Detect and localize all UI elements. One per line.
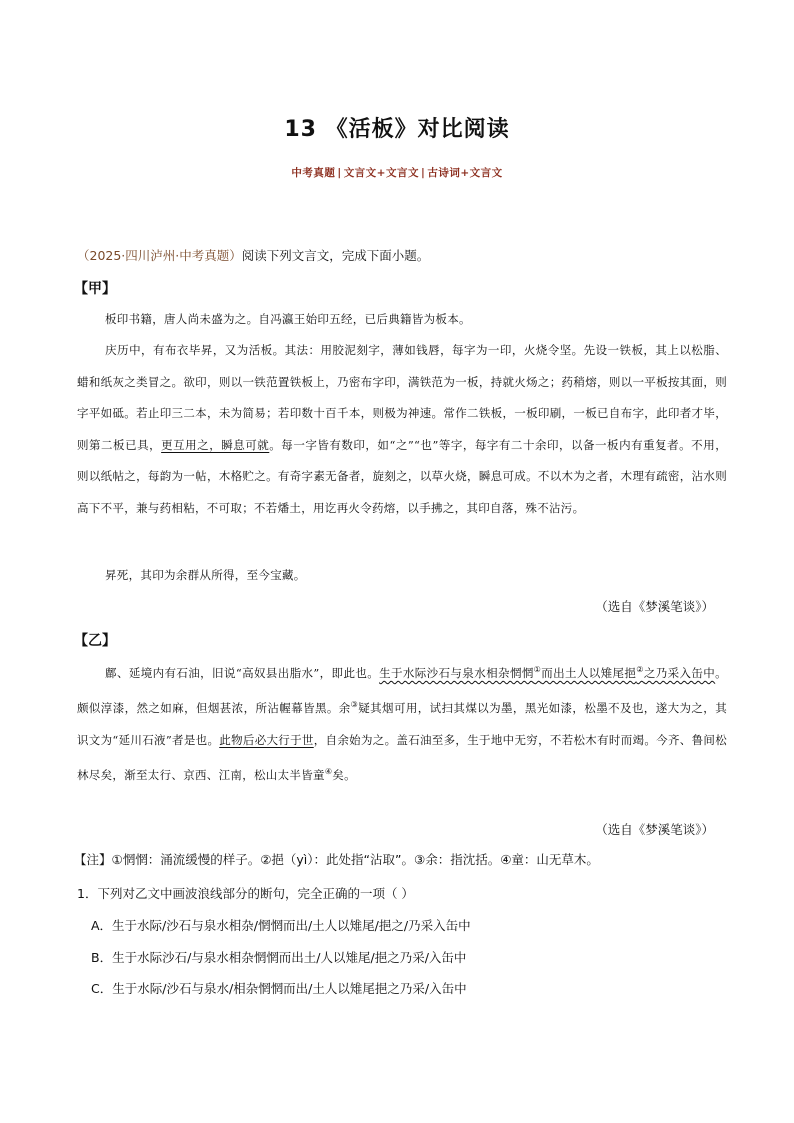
passage-b-text-4: ，自余始为之。盖石油至多，生于地中无穷，不若松木有时而竭。今齐、鲁间松林尽矣，渐至太行、京西、江南，松山太半皆童 bbox=[77, 732, 727, 782]
passage-a-p2-text-2: 。每一字皆有数印，如“之”“也”等字，每字有二十余印，以备一板内有重复者。不用，则以纸帖之，每韵为一帖，木格贮之。有奇字素无备者，旋刻之，以草火烧，瞬息可成。不以木为之者，木理有疏密，沾水则高下不平，兼与药相粘，不可取；不若燔土，用讫再火令药熔，以手拂之，其印自落，殊不沾污。 bbox=[77, 437, 728, 515]
source-citation: （2025·四川泸州·中考真题） bbox=[77, 248, 242, 263]
passage-b-paragraph bbox=[77, 654, 727, 791]
passage-a-source: （选自《梦溪笔谈》） bbox=[595, 599, 714, 614]
passage-b-heading: 【乙】 bbox=[74, 633, 116, 649]
question-stem: 1．下列对乙文中画波浪线部分的断句，完全正确的一项（ ） bbox=[77, 886, 414, 901]
question-intro bbox=[77, 246, 429, 264]
page-title: 13 《活板》对比阅读 bbox=[284, 117, 510, 142]
option-b: B．生于水际沙石/与泉水相杂惘惘而出土/人以雉尾/挹之乃采/入缶中 bbox=[91, 950, 467, 965]
underlined-sentence: 此物后必大行于世 bbox=[219, 732, 314, 747]
passage-b-wavy-1: 生于水际沙石与泉水相杂惘惘 bbox=[379, 665, 534, 680]
annotation-notes: 【注】①惘惘：涌流缓慢的样子。②挹（yì）：此处指“沾取”。③余：指沈括。④童：山无草木。 bbox=[74, 852, 599, 867]
passage-b-text-5: 矣。 bbox=[332, 767, 356, 782]
passage-b-wavy-2: 而出土人以雉尾挹 bbox=[541, 665, 637, 680]
passage-a-p2-text-1: 庆历中，有布衣毕昇，又为活板。其法：用胶泥刻字，薄如钱唇，每字为一印，火烧令坚。先设一铁板，其上以松脂、蜡和纸灰之类冒之。欲印，则以一铁范置铁板上，乃密布字印，满铁范为一板，持就火炀之；药稍熔，则以一平板按其面，则字平如砥。若止印三二本，未为简易；若印数十百千本，则极为神速。常作二铁板，一板印刷，一板已自布字，此印者才毕，则第二板已具， bbox=[77, 343, 727, 452]
intro-text: 阅读下列文言文，完成下面小题。 bbox=[241, 248, 430, 263]
underlined-phrase: 更互用之，瞬息可就 bbox=[161, 437, 270, 452]
passage-b-wavy-3: 之乃采入缶中 bbox=[643, 665, 716, 680]
option-c: C．生于水际/沙石与泉水/相杂惘惘而出/土人以雉尾挹之乃采/入缶中 bbox=[91, 981, 467, 996]
note-marker-2: ② bbox=[636, 665, 644, 674]
note-marker-3: ③ bbox=[350, 700, 359, 710]
passage-b-source: （选自《梦溪笔谈》） bbox=[595, 822, 714, 837]
passage-a-heading: 【甲】 bbox=[74, 281, 116, 297]
note-marker-1: ① bbox=[533, 665, 542, 674]
tag-exam: 中考真题 bbox=[291, 167, 336, 179]
option-a: A．生于水际/沙石与泉水相杂/惘惘而出/土人以雉尾/挹之/乃采入缶中 bbox=[91, 918, 471, 933]
passage-a-p3-text: 昇死，其印为余群从所得，至今宝藏。 bbox=[105, 568, 306, 582]
passage-a-paragraph-3 bbox=[77, 560, 727, 592]
passage-b-text-2: 。颇似淳漆，然之如麻，但烟甚浓，所沾幄幕皆黑。余 bbox=[77, 665, 727, 716]
tag-poetry: 古诗词+文言文 bbox=[427, 167, 503, 179]
passage-a-paragraph-2 bbox=[77, 335, 727, 524]
note-marker-4: ④ bbox=[324, 767, 333, 777]
passage-b-text-3: 疑其烟可用，试扫其煤以为墨，黑光如漆，松墨不及也，遂大为之，其识文为“延川石液”者是也。 bbox=[77, 701, 727, 747]
wavy-underlined-passage bbox=[379, 666, 715, 680]
passage-b-text-1: 鄜、延境内有石油，旧说“高奴县出脂水”，即此也。 bbox=[105, 665, 380, 680]
category-tags: 中考真题 | 文言文+文言文 | 古诗词+文言文 bbox=[291, 167, 503, 179]
passage-a-p1-text: 板印书籍，唐人尚未盛为之。自冯瀛王始印五经，已后典籍皆为板本。 bbox=[105, 312, 471, 326]
tag-classical: 文言文+文言文 bbox=[343, 167, 419, 179]
passage-a-paragraph-1 bbox=[77, 304, 727, 336]
